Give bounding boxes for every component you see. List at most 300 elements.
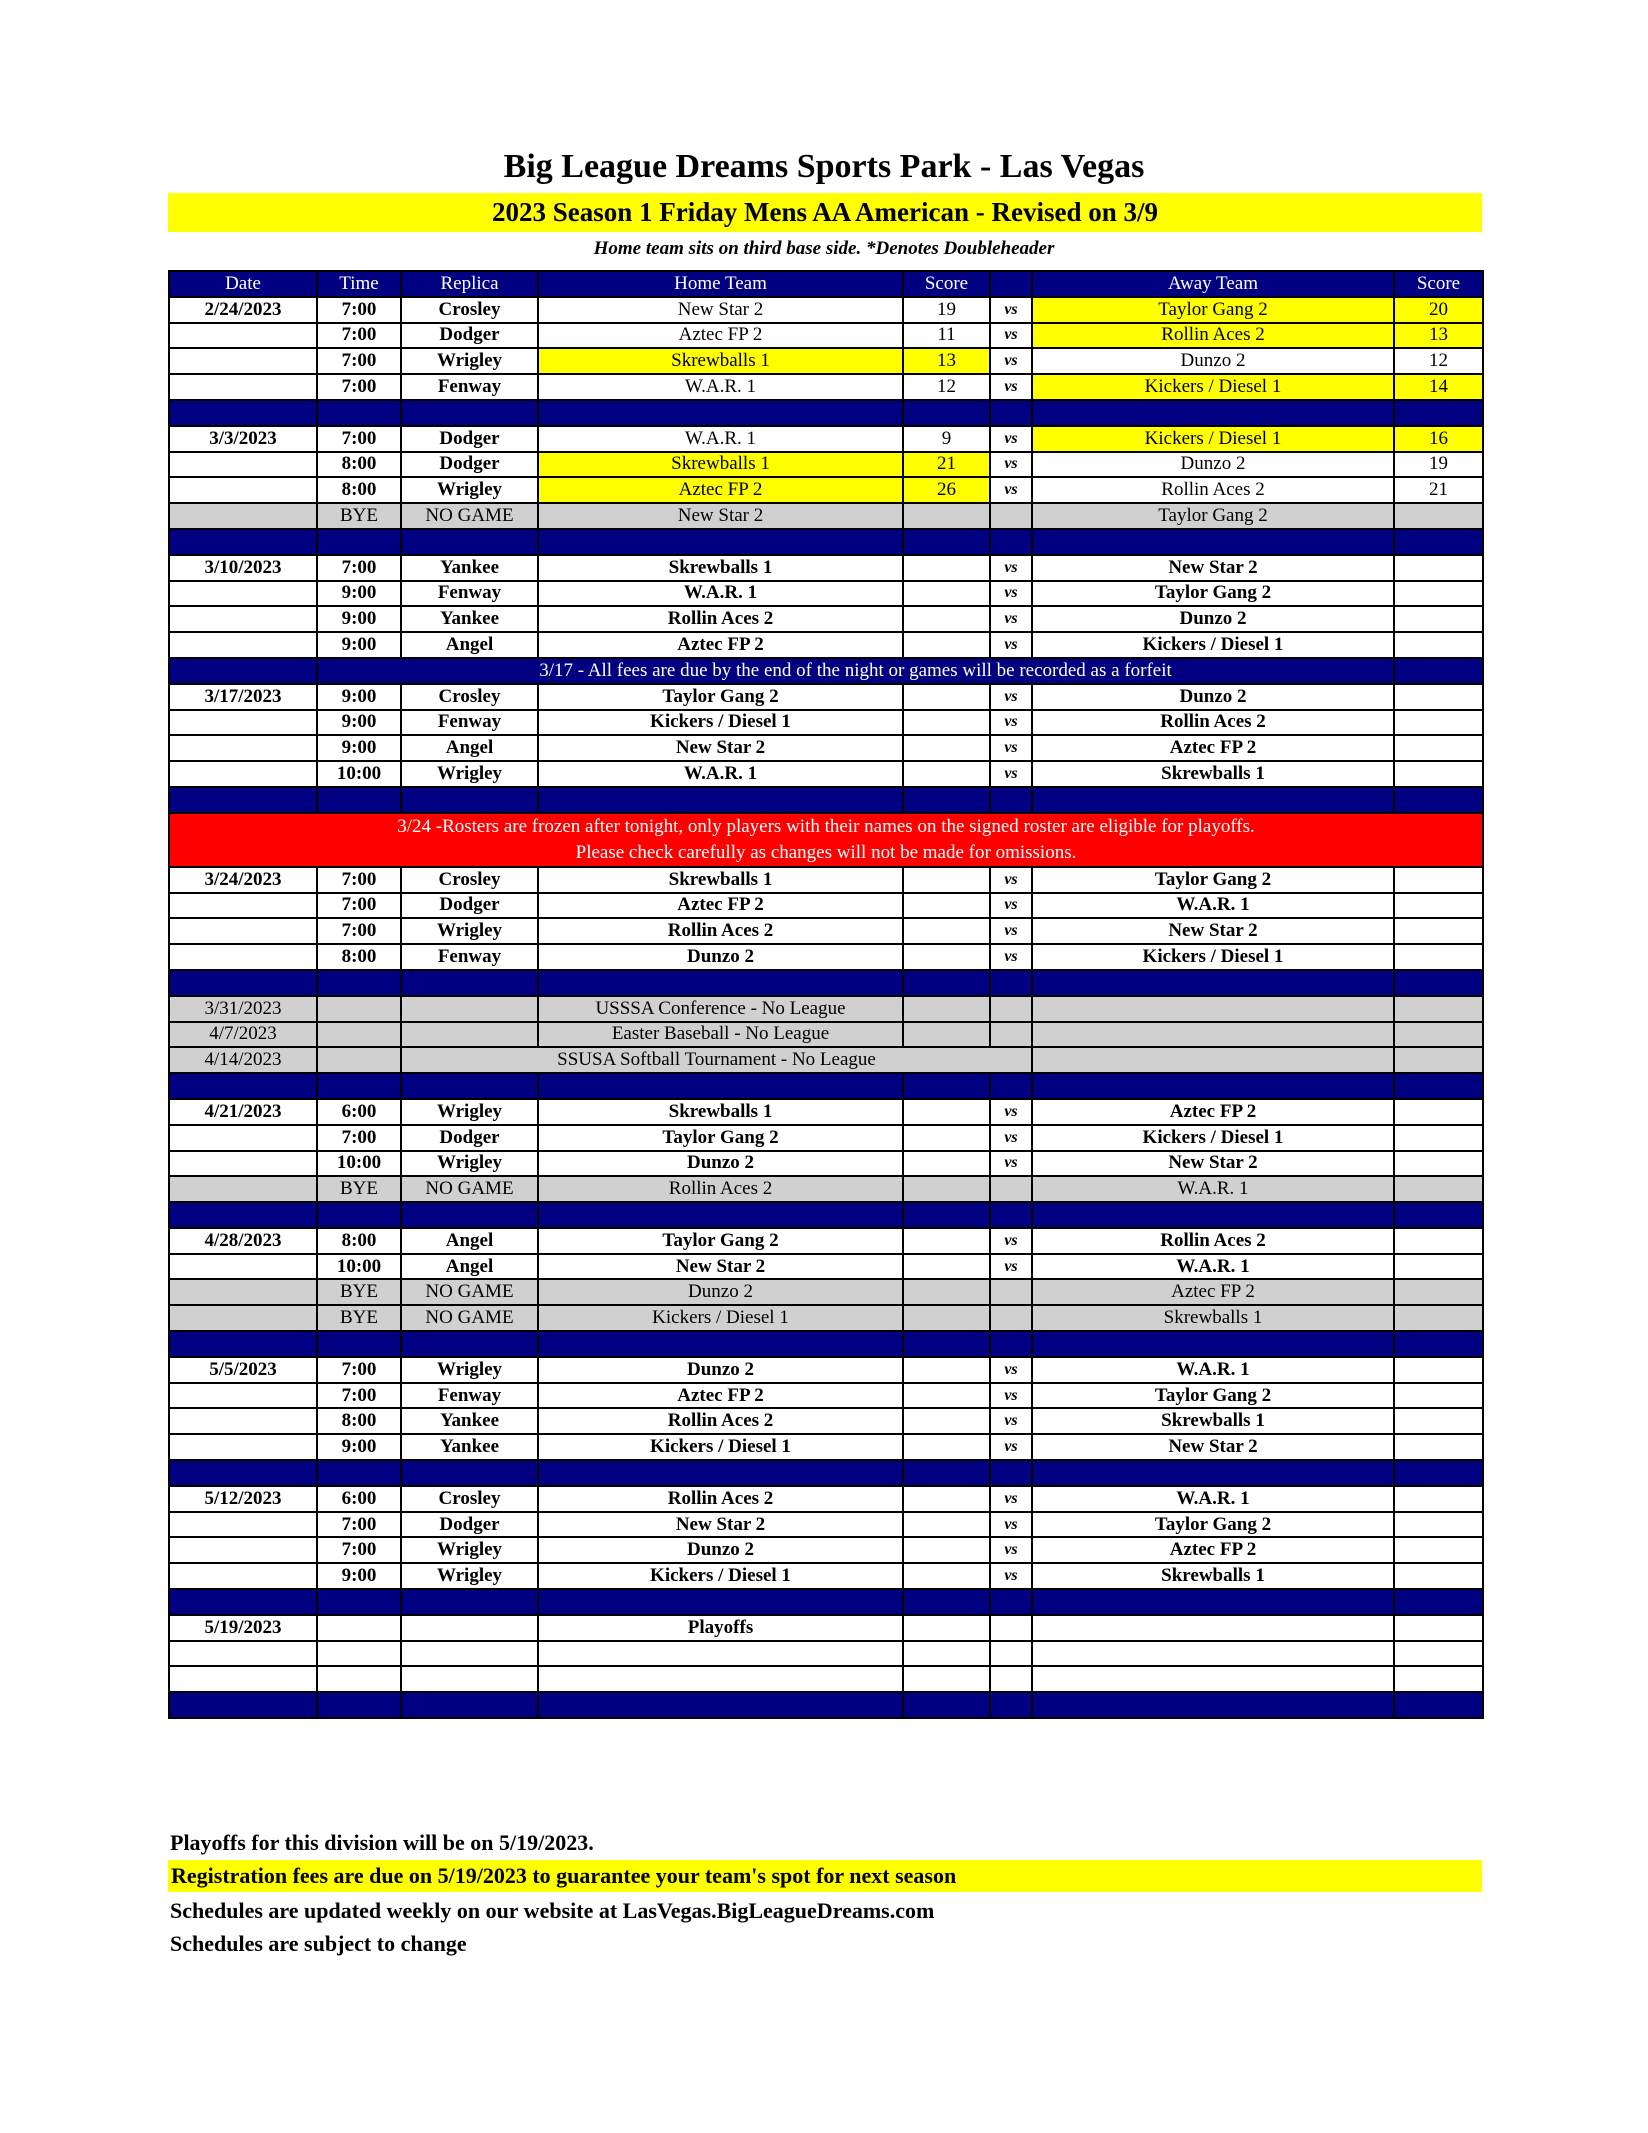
replica-field: Wrigley	[401, 1151, 538, 1177]
home-score	[903, 1486, 990, 1512]
date-cell	[169, 1666, 317, 1692]
date-cell	[169, 1151, 317, 1177]
vs-cell	[990, 1022, 1032, 1048]
away-score	[1394, 1305, 1483, 1331]
vs-label: vs	[990, 1408, 1032, 1434]
home-score: 19	[903, 297, 990, 323]
home-score	[903, 944, 990, 970]
time-cell: 7:00	[317, 1125, 401, 1151]
away-team: New Star 2	[1032, 1151, 1394, 1177]
vs-label: vs	[990, 1563, 1032, 1589]
separator-cell	[990, 1202, 1032, 1228]
away-score: 13	[1394, 323, 1483, 349]
home-team-note: Home team sits on third base side. *Denotes Doubleheader	[593, 238, 1055, 259]
notice-text: 3/17 - All fees are due by the end of the night or games will be recorded as a forfeit	[317, 658, 1394, 684]
vs-label: vs	[990, 632, 1032, 658]
home-team: New Star 2	[538, 297, 903, 323]
home-team: Skrewballs 1	[538, 348, 903, 374]
date-cell	[169, 323, 317, 349]
away-score	[1394, 1383, 1483, 1409]
no-league-row	[169, 996, 1483, 1022]
home-score-cell	[903, 1022, 990, 1048]
vs-label: vs	[990, 1383, 1032, 1409]
playoffs-note: Playoffs for this division will be on 5/19/2023.	[170, 1830, 594, 1855]
division-subtitle: 2023 Season 1 Friday Mens AA American - Revised on 3/9	[168, 193, 1482, 232]
separator-cell	[1032, 400, 1394, 426]
replica-field: Dodger	[401, 323, 538, 349]
date-cell	[169, 893, 317, 919]
time-cell	[317, 1641, 401, 1667]
away-team: Kickers / Diesel 1	[1032, 1125, 1394, 1151]
separator-cell	[990, 529, 1032, 555]
time-cell: 9:00	[317, 581, 401, 607]
separator-cell	[1032, 970, 1394, 996]
separator-cell	[1394, 658, 1483, 684]
home-team: Skrewballs 1	[538, 452, 903, 478]
replica-field: Angel	[401, 1228, 538, 1254]
separator-cell	[401, 1331, 538, 1357]
away-team: Dunzo 2	[1032, 684, 1394, 710]
separator-cell	[903, 1331, 990, 1357]
game-row	[169, 426, 1483, 452]
away-score	[1394, 1357, 1483, 1383]
week-separator-row	[169, 970, 1483, 996]
vs-label: vs	[990, 1125, 1032, 1151]
separator-cell	[990, 1460, 1032, 1486]
home-team: Dunzo 2	[538, 1279, 903, 1305]
away-score	[1394, 1254, 1483, 1280]
separator-cell	[1032, 1073, 1394, 1099]
vs-label	[990, 1641, 1032, 1667]
separator-cell	[401, 400, 538, 426]
home-team: Skrewballs 1	[538, 867, 903, 893]
vs-label: vs	[990, 323, 1032, 349]
separator-cell	[401, 1692, 538, 1718]
date-cell	[169, 606, 317, 632]
time-cell: 8:00	[317, 1408, 401, 1434]
bye-row	[169, 1176, 1483, 1202]
separator-cell	[538, 1202, 903, 1228]
separator-cell	[169, 1202, 317, 1228]
away-team: Kickers / Diesel 1	[1032, 374, 1394, 400]
date-cell	[169, 581, 317, 607]
away-team: Taylor Gang 2	[1032, 297, 1394, 323]
home-team: Kickers / Diesel 1	[538, 710, 903, 736]
home-team: Dunzo 2	[538, 1357, 903, 1383]
separator-cell	[401, 970, 538, 996]
away-score	[1394, 1615, 1483, 1641]
home-score	[903, 1357, 990, 1383]
home-team: Kickers / Diesel 1	[538, 1434, 903, 1460]
separator-cell	[401, 787, 538, 813]
separator-cell	[903, 529, 990, 555]
home-team: Rollin Aces 2	[538, 918, 903, 944]
away-score	[1394, 761, 1483, 787]
alert-line-1: 3/24 -Rosters are frozen after tonight, only players with their names on the signed roster are eligible for playoffs.	[397, 815, 1255, 837]
separator-cell	[317, 1073, 401, 1099]
time-cell: 7:00	[317, 323, 401, 349]
time-cell	[317, 996, 401, 1022]
separator-cell	[903, 970, 990, 996]
away-score	[1394, 867, 1483, 893]
header-away-team: Away Team	[1032, 271, 1394, 297]
game-row	[169, 297, 1483, 323]
separator-cell	[990, 400, 1032, 426]
vs-label	[990, 1615, 1032, 1641]
vs-label: vs	[990, 735, 1032, 761]
home-team: Taylor Gang 2	[538, 1125, 903, 1151]
separator-cell	[538, 1692, 903, 1718]
separator-cell	[903, 1589, 990, 1615]
time-cell: 7:00	[317, 867, 401, 893]
date-cell	[169, 710, 317, 736]
change-note: Schedules are subject to change	[170, 1931, 467, 1956]
away-team: New Star 2	[1032, 555, 1394, 581]
separator-cell	[1394, 529, 1483, 555]
home-score	[903, 761, 990, 787]
date-cell: 2/24/2023	[169, 297, 317, 323]
time-cell: 7:00	[317, 297, 401, 323]
home-score	[903, 1151, 990, 1177]
home-score	[903, 1563, 990, 1589]
time-cell: 9:00	[317, 632, 401, 658]
separator-cell	[538, 400, 903, 426]
schedule-table	[168, 270, 1484, 1719]
time-cell: 7:00	[317, 426, 401, 452]
game-row	[169, 1641, 1483, 1667]
vs-label	[990, 1176, 1032, 1202]
away-team: New Star 2	[1032, 1434, 1394, 1460]
away-score	[1394, 1486, 1483, 1512]
away-score: 21	[1394, 477, 1483, 503]
separator-cell	[317, 529, 401, 555]
home-score	[903, 581, 990, 607]
home-score-cell	[903, 996, 990, 1022]
vs-label: vs	[990, 1486, 1032, 1512]
separator-cell	[990, 1331, 1032, 1357]
away-score-cell	[1394, 996, 1483, 1022]
home-score	[903, 867, 990, 893]
home-score	[903, 503, 990, 529]
vs-label: vs	[990, 426, 1032, 452]
away-team: Taylor Gang 2	[1032, 1512, 1394, 1538]
game-row	[169, 452, 1483, 478]
home-team: Rollin Aces 2	[538, 1486, 903, 1512]
replica-field	[401, 1666, 538, 1692]
week-separator-row	[169, 400, 1483, 426]
time-cell	[317, 1022, 401, 1048]
away-team: W.A.R. 1	[1032, 1486, 1394, 1512]
time-cell: BYE	[317, 503, 401, 529]
home-team: Aztec FP 2	[538, 1383, 903, 1409]
separator-cell	[1394, 1460, 1483, 1486]
time-cell: BYE	[317, 1279, 401, 1305]
game-row	[169, 944, 1483, 970]
home-score	[903, 893, 990, 919]
separator-cell	[169, 529, 317, 555]
home-team: Kickers / Diesel 1	[538, 1563, 903, 1589]
vs-label: vs	[990, 1151, 1032, 1177]
away-score	[1394, 1151, 1483, 1177]
date-cell	[169, 761, 317, 787]
separator-cell	[538, 787, 903, 813]
replica-field: Dodger	[401, 426, 538, 452]
date-cell	[169, 1408, 317, 1434]
game-row	[169, 867, 1483, 893]
away-team: Taylor Gang 2	[1032, 581, 1394, 607]
replica-field: Crosley	[401, 297, 538, 323]
closed-reason: Easter Baseball - No League	[538, 1022, 903, 1048]
no-league-row	[169, 1022, 1483, 1048]
separator-cell	[169, 970, 317, 996]
game-row	[169, 1228, 1483, 1254]
replica-field: NO GAME	[401, 1176, 538, 1202]
date-cell	[169, 1512, 317, 1538]
date-cell	[169, 503, 317, 529]
date-cell	[169, 632, 317, 658]
home-team: Aztec FP 2	[538, 632, 903, 658]
home-team: New Star 2	[538, 1512, 903, 1538]
time-cell: 9:00	[317, 710, 401, 736]
home-team: Skrewballs 1	[538, 1099, 903, 1125]
vs-label: vs	[990, 581, 1032, 607]
home-score: 21	[903, 452, 990, 478]
separator-cell	[1394, 1202, 1483, 1228]
game-row	[169, 918, 1483, 944]
roster-alert-row	[169, 813, 1483, 867]
replica-field: Wrigley	[401, 918, 538, 944]
away-score	[1394, 1537, 1483, 1563]
separator-cell	[1394, 970, 1483, 996]
date-cell	[169, 735, 317, 761]
date-cell	[169, 348, 317, 374]
date-cell: 5/12/2023	[169, 1486, 317, 1512]
time-cell: 7:00	[317, 1512, 401, 1538]
away-team	[1032, 1615, 1394, 1641]
date-cell: 3/24/2023	[169, 867, 317, 893]
away-score: 20	[1394, 297, 1483, 323]
home-team: W.A.R. 1	[538, 374, 903, 400]
home-score	[903, 632, 990, 658]
away-team-cell	[1394, 1047, 1483, 1073]
replica-field: Dodger	[401, 1512, 538, 1538]
game-row	[169, 735, 1483, 761]
home-score	[903, 1176, 990, 1202]
vs-label: vs	[990, 452, 1032, 478]
date-cell	[169, 452, 317, 478]
separator-cell	[401, 1460, 538, 1486]
home-score	[903, 1099, 990, 1125]
separator-cell	[1394, 1692, 1483, 1718]
away-score: 12	[1394, 348, 1483, 374]
week-separator-row	[169, 1331, 1483, 1357]
game-row	[169, 1151, 1483, 1177]
separator-cell	[1394, 400, 1483, 426]
replica-field: Wrigley	[401, 1563, 538, 1589]
away-score	[1394, 581, 1483, 607]
separator-cell	[1032, 1589, 1394, 1615]
vs-label: vs	[990, 761, 1032, 787]
home-team: W.A.R. 1	[538, 426, 903, 452]
date-cell	[169, 374, 317, 400]
home-team: W.A.R. 1	[538, 761, 903, 787]
home-team: W.A.R. 1	[538, 581, 903, 607]
page-title: Big League Dreams Sports Park - Las Vegas	[503, 148, 1145, 185]
separator-cell	[538, 1331, 903, 1357]
replica-field: NO GAME	[401, 1305, 538, 1331]
away-score	[1394, 1408, 1483, 1434]
home-score: 12	[903, 374, 990, 400]
game-row	[169, 684, 1483, 710]
replica-field: Fenway	[401, 581, 538, 607]
separator-cell	[317, 970, 401, 996]
date-cell: 3/10/2023	[169, 555, 317, 581]
away-score	[1394, 684, 1483, 710]
game-row	[169, 1254, 1483, 1280]
away-team: W.A.R. 1	[1032, 893, 1394, 919]
separator-cell	[317, 787, 401, 813]
game-row	[169, 323, 1483, 349]
separator-cell	[1032, 787, 1394, 813]
bye-row	[169, 1305, 1483, 1331]
time-cell: 9:00	[317, 684, 401, 710]
time-cell	[317, 1615, 401, 1641]
game-row	[169, 1666, 1483, 1692]
away-score	[1394, 1228, 1483, 1254]
separator-cell	[1032, 1331, 1394, 1357]
home-team	[538, 1641, 903, 1667]
away-team: Rollin Aces 2	[1032, 710, 1394, 736]
game-row	[169, 1383, 1483, 1409]
replica-field: Dodger	[401, 452, 538, 478]
separator-cell	[903, 1202, 990, 1228]
away-team: Kickers / Diesel 1	[1032, 944, 1394, 970]
separator-cell	[401, 1202, 538, 1228]
away-score	[1394, 1666, 1483, 1692]
date-cell: 5/5/2023	[169, 1357, 317, 1383]
game-row	[169, 1563, 1483, 1589]
replica-field: Crosley	[401, 867, 538, 893]
vs-label	[990, 503, 1032, 529]
away-team: Aztec FP 2	[1032, 735, 1394, 761]
away-score	[1394, 1434, 1483, 1460]
replica-field: Angel	[401, 1254, 538, 1280]
home-team: Taylor Gang 2	[538, 1228, 903, 1254]
time-cell: BYE	[317, 1305, 401, 1331]
time-cell: 7:00	[317, 1383, 401, 1409]
date-cell: 3/3/2023	[169, 426, 317, 452]
away-team: Rollin Aces 2	[1032, 323, 1394, 349]
separator-cell	[401, 1073, 538, 1099]
away-team: Dunzo 2	[1032, 606, 1394, 632]
vs-label: vs	[990, 710, 1032, 736]
vs-label: vs	[990, 1537, 1032, 1563]
away-team: Taylor Gang 2	[1032, 867, 1394, 893]
separator-cell	[1394, 787, 1483, 813]
away-team-cell	[1032, 996, 1394, 1022]
separator-cell	[317, 1331, 401, 1357]
vs-label: vs	[990, 348, 1032, 374]
replica-field: Wrigley	[401, 1537, 538, 1563]
away-team: Aztec FP 2	[1032, 1279, 1394, 1305]
time-cell	[317, 1666, 401, 1692]
home-score	[903, 684, 990, 710]
separator-cell	[317, 1202, 401, 1228]
home-score: 13	[903, 348, 990, 374]
header-time: Time	[317, 271, 401, 297]
home-team: Rollin Aces 2	[538, 606, 903, 632]
replica-field: Angel	[401, 632, 538, 658]
home-score	[903, 1125, 990, 1151]
week-separator-row	[169, 1202, 1483, 1228]
vs-label: vs	[990, 1254, 1032, 1280]
home-score	[903, 710, 990, 736]
time-cell: 9:00	[317, 1434, 401, 1460]
replica-field: Fenway	[401, 1383, 538, 1409]
vs-label	[990, 1666, 1032, 1692]
date-cell: 4/14/2023	[169, 1047, 317, 1073]
game-row	[169, 1537, 1483, 1563]
home-score: 26	[903, 477, 990, 503]
separator-cell	[903, 400, 990, 426]
separator-cell	[169, 1073, 317, 1099]
vs-label: vs	[990, 944, 1032, 970]
game-row	[169, 581, 1483, 607]
home-team: New Star 2	[538, 1254, 903, 1280]
away-team: Taylor Gang 2	[1032, 1383, 1394, 1409]
home-team: New Star 2	[538, 503, 903, 529]
week-separator-row	[169, 1073, 1483, 1099]
date-cell: 4/21/2023	[169, 1099, 317, 1125]
week-separator-row	[169, 529, 1483, 555]
away-score: 16	[1394, 426, 1483, 452]
vs-label	[990, 1305, 1032, 1331]
separator-cell	[538, 970, 903, 996]
replica-field: Fenway	[401, 374, 538, 400]
separator-cell	[169, 1331, 317, 1357]
game-row	[169, 1486, 1483, 1512]
away-score	[1394, 503, 1483, 529]
away-score	[1394, 944, 1483, 970]
home-team: Rollin Aces 2	[538, 1176, 903, 1202]
separator-cell	[538, 1073, 903, 1099]
replica-field: NO GAME	[401, 1279, 538, 1305]
home-team	[538, 1666, 903, 1692]
replica-field: Wrigley	[401, 477, 538, 503]
home-score	[903, 1254, 990, 1280]
home-team: Rollin Aces 2	[538, 1408, 903, 1434]
time-cell: 6:00	[317, 1486, 401, 1512]
replica-field: Fenway	[401, 710, 538, 736]
away-team: Aztec FP 2	[1032, 1537, 1394, 1563]
bye-row	[169, 1279, 1483, 1305]
replica-field: NO GAME	[401, 503, 538, 529]
game-row	[169, 710, 1483, 736]
away-score: 14	[1394, 374, 1483, 400]
home-team: Aztec FP 2	[538, 893, 903, 919]
vs-label: vs	[990, 1357, 1032, 1383]
separator-cell	[990, 970, 1032, 996]
home-team: New Star 2	[538, 735, 903, 761]
home-team: Taylor Gang 2	[538, 684, 903, 710]
home-team: Aztec FP 2	[538, 323, 903, 349]
replica-field	[401, 1641, 538, 1667]
replica-field: Yankee	[401, 606, 538, 632]
replica-field: Yankee	[401, 555, 538, 581]
away-team: Kickers / Diesel 1	[1032, 426, 1394, 452]
away-score	[1394, 1641, 1483, 1667]
date-cell	[169, 477, 317, 503]
